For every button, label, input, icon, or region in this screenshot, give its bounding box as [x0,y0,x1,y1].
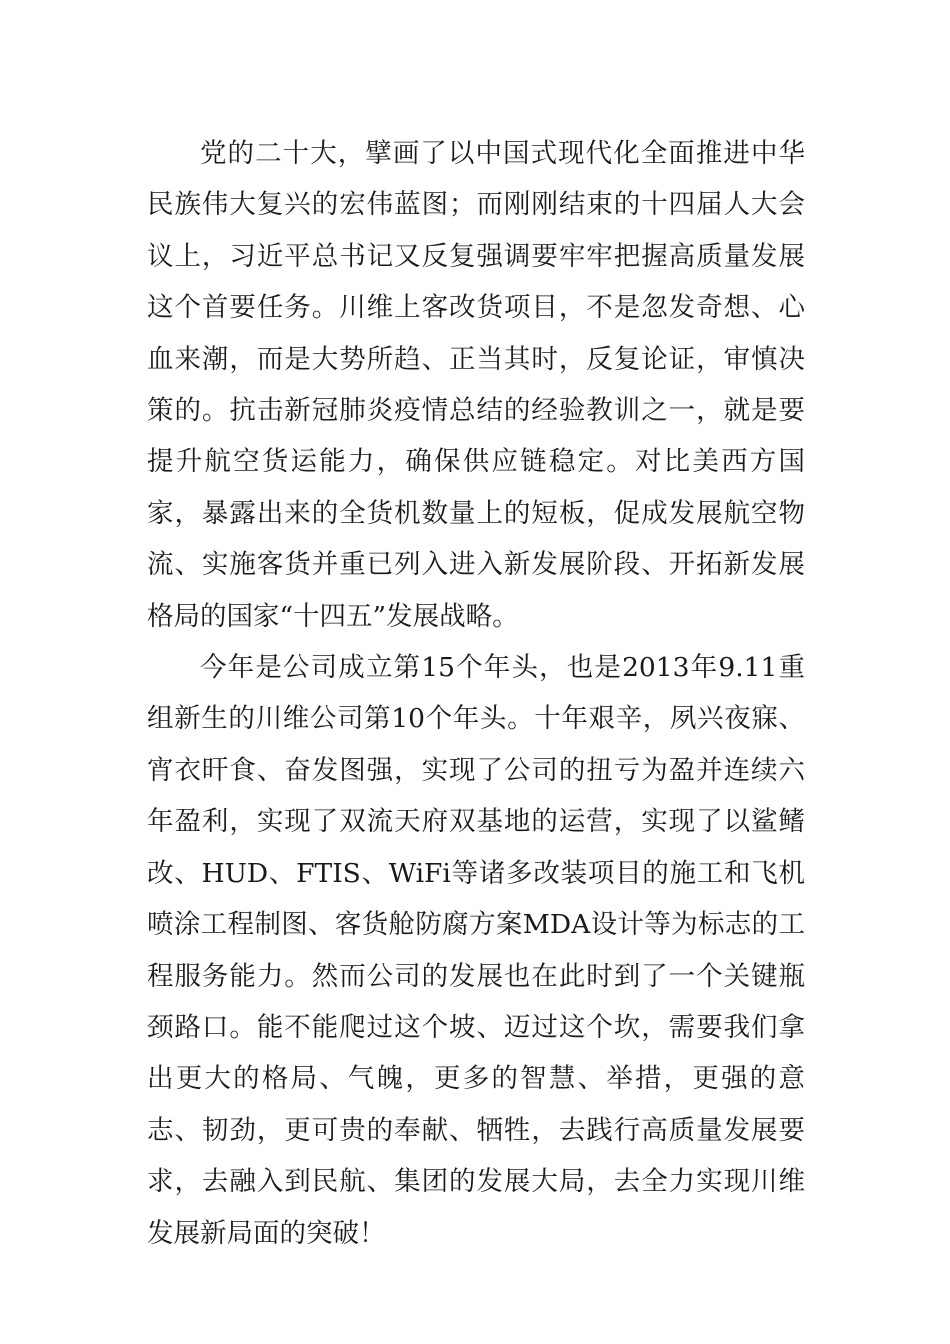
paragraph-1: 党的二十大，擘画了以中国式现代化全面推进中华民族伟大复兴的宏伟蓝图；而刚刚结束的十四届人大会议上，习近平总书记又反复强调要牢牢把握高质量发展这个首要任务。川维上客改货项目，不是忽发奇想、心血来潮，而是大势所趋、正当其时，反复论证，审慎决策的。抗击新冠肺炎疫情总结的经验教训之一，就是要提升航空货运能力，确保供应链稳定。对比美西方国家，暴露出来的全货机数量上的短板，促成发展航空物流、实施客货并重已列入进入新发展阶段、开拓新发展格局的国家“十四五”发展战略。 [147,138,805,632]
document-body [147,128,805,1259]
paragraph-2: 今年是公司成立第15个年头，也是2013年9.11重组新生的川维公司第10个年头。十年艰辛，夙兴夜寐、宵衣旰食、奋发图强，实现了公司的扭亏为盈并连续六年盈利，实现了双流天府双基地的运营，实现了以鲨鳍改、HUD、FTIS、WiFi等诸多改装项目的施工和飞机喷涂工程制图、客货舱防腐方案MDA设计等为标志的工程服务能力。然而公司的发展也在此时到了一个关键瓶颈路口。能不能爬过这个坡、迈过这个坎，需要我们拿出更大的格局、气魄，更多的智慧、举措，更强的意志、韧劲，更可贵的奉献、牺牲，去践行高质量发展要求，去融入到民航、集团的发展大局，去全力实现川维发展新局面的突破！ [147,652,805,1249]
